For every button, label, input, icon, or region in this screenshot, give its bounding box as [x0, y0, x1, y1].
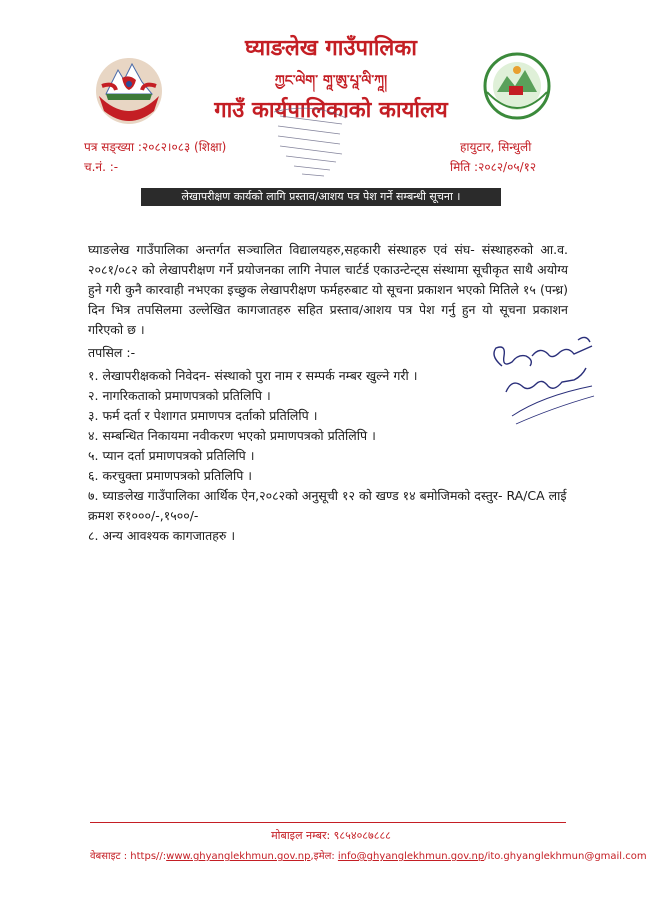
reference-label: पत्र सङ्ख्या :: [84, 140, 142, 154]
subject-heading: लेखापरीक्षण कार्यको लागि प्रस्ताव/आशय पत्र पेश गर्ने सम्बन्धी सूचना ।: [141, 188, 501, 206]
list-item: १. लेखापरीक्षकको निवेदन- संस्थाको पुरा नाम र सम्पर्क नम्बर खुल्ने गरी ।: [88, 368, 418, 383]
list-item: २. नागरिकताको प्रमाणपत्रको प्रतिलिपि ।: [88, 388, 271, 403]
email-link[interactable]: info@ghyanglekhmun.gov.np: [337, 851, 485, 862]
email-label: ,इमेल:: [310, 851, 335, 862]
website-email-line: [90, 848, 647, 862]
list-item: ५. प्यान दर्ता प्रमाणपत्रको प्रतिलिपि ।: [88, 448, 255, 463]
list-item: ७. घ्याङलेख गाउँपालिका आर्थिक ऐन,२०८२को अनुसूची १२ को खण्ड १४ बमोजिमको दस्तुर- RA/CA लाई क्रमश रु१०००/-,१५००/-: [88, 488, 567, 523]
email-link-2[interactable]: ghyanglekhmun@gmail.com: [503, 851, 647, 862]
email-separator: /ito.: [484, 851, 504, 862]
dispatch-stamp-icon: [272, 104, 350, 184]
list-item: ४. सम्बन्धित निकायमा नवीकरण भएको प्रमाणपत्रको प्रतिलिपि ।: [88, 428, 376, 443]
notice-body: घ्याङलेख गाउँपालिका अन्तर्गत सञ्चालित विद्यालयहरु,सहकारी संस्थाहरु एवं संघ- संस्थाहरुको आ.व. २०८१/०८२ को लेखापरीक्षण गर्ने प्रयोजनका लागि नेपाल चार्टर्ड एकाउन्टेन्ट्स संस्थामा सूचीकृत साथै अयोग्य हुने गरी कुनै कारवाही नभएका इच्छुक लेखापरीक्षण फर्महरुबाट यो सूचना प्रकाशन भएको मितिले १५ (पन्ध्र) दिन भित्र तपसिलमा उल्लेखित कागजातहरु सहित प्रस्ताव/आशय पत्र पेश गर्नु हुन यो सूचना प्रकाशन गरिएको छ ।: [88, 242, 568, 337]
date-value: २०८२/०५/१२: [478, 160, 537, 174]
office-location: हायुटार, सिन्धुली: [460, 140, 532, 154]
municipality-name-script: ཀྱང་ལེག་ གཱ་ཨུ་པཱ་ལི་ཀཱ།: [274, 73, 388, 89]
signature-icon: [482, 326, 612, 436]
reference-value: २०८२।०८३ (शिक्षा): [141, 140, 227, 154]
office-name: गाउँ कार्यपालिकाको कार्यालय: [214, 98, 448, 123]
mobile-number: मोबाइल नम्बर: ९८५४०८७८८८: [271, 829, 391, 842]
footer-divider: [90, 822, 566, 823]
list-item: ३. फर्म दर्ता र पेशागत प्रमाणपत्र दर्ताको प्रतिलिपि ।: [88, 408, 318, 423]
notice-date: [450, 158, 536, 175]
dispatch-number: च.नं. :-: [84, 160, 119, 174]
list-item: ६. करचुक्ता प्रमाणपत्रको प्रतिलिपि ।: [88, 468, 253, 483]
details-label: तपसिल :-: [88, 345, 136, 360]
reference-number: [84, 138, 226, 155]
date-label: मिति :: [450, 160, 479, 174]
list-item: ८. अन्य आवश्यक कागजातहरु ।: [88, 528, 236, 543]
website-label: वेबसाइट : https//:: [90, 851, 167, 862]
municipality-name: घ्याङलेख गाउँपालिका: [245, 36, 417, 61]
website-link[interactable]: www.ghyanglekhmun.gov.np: [166, 851, 311, 862]
